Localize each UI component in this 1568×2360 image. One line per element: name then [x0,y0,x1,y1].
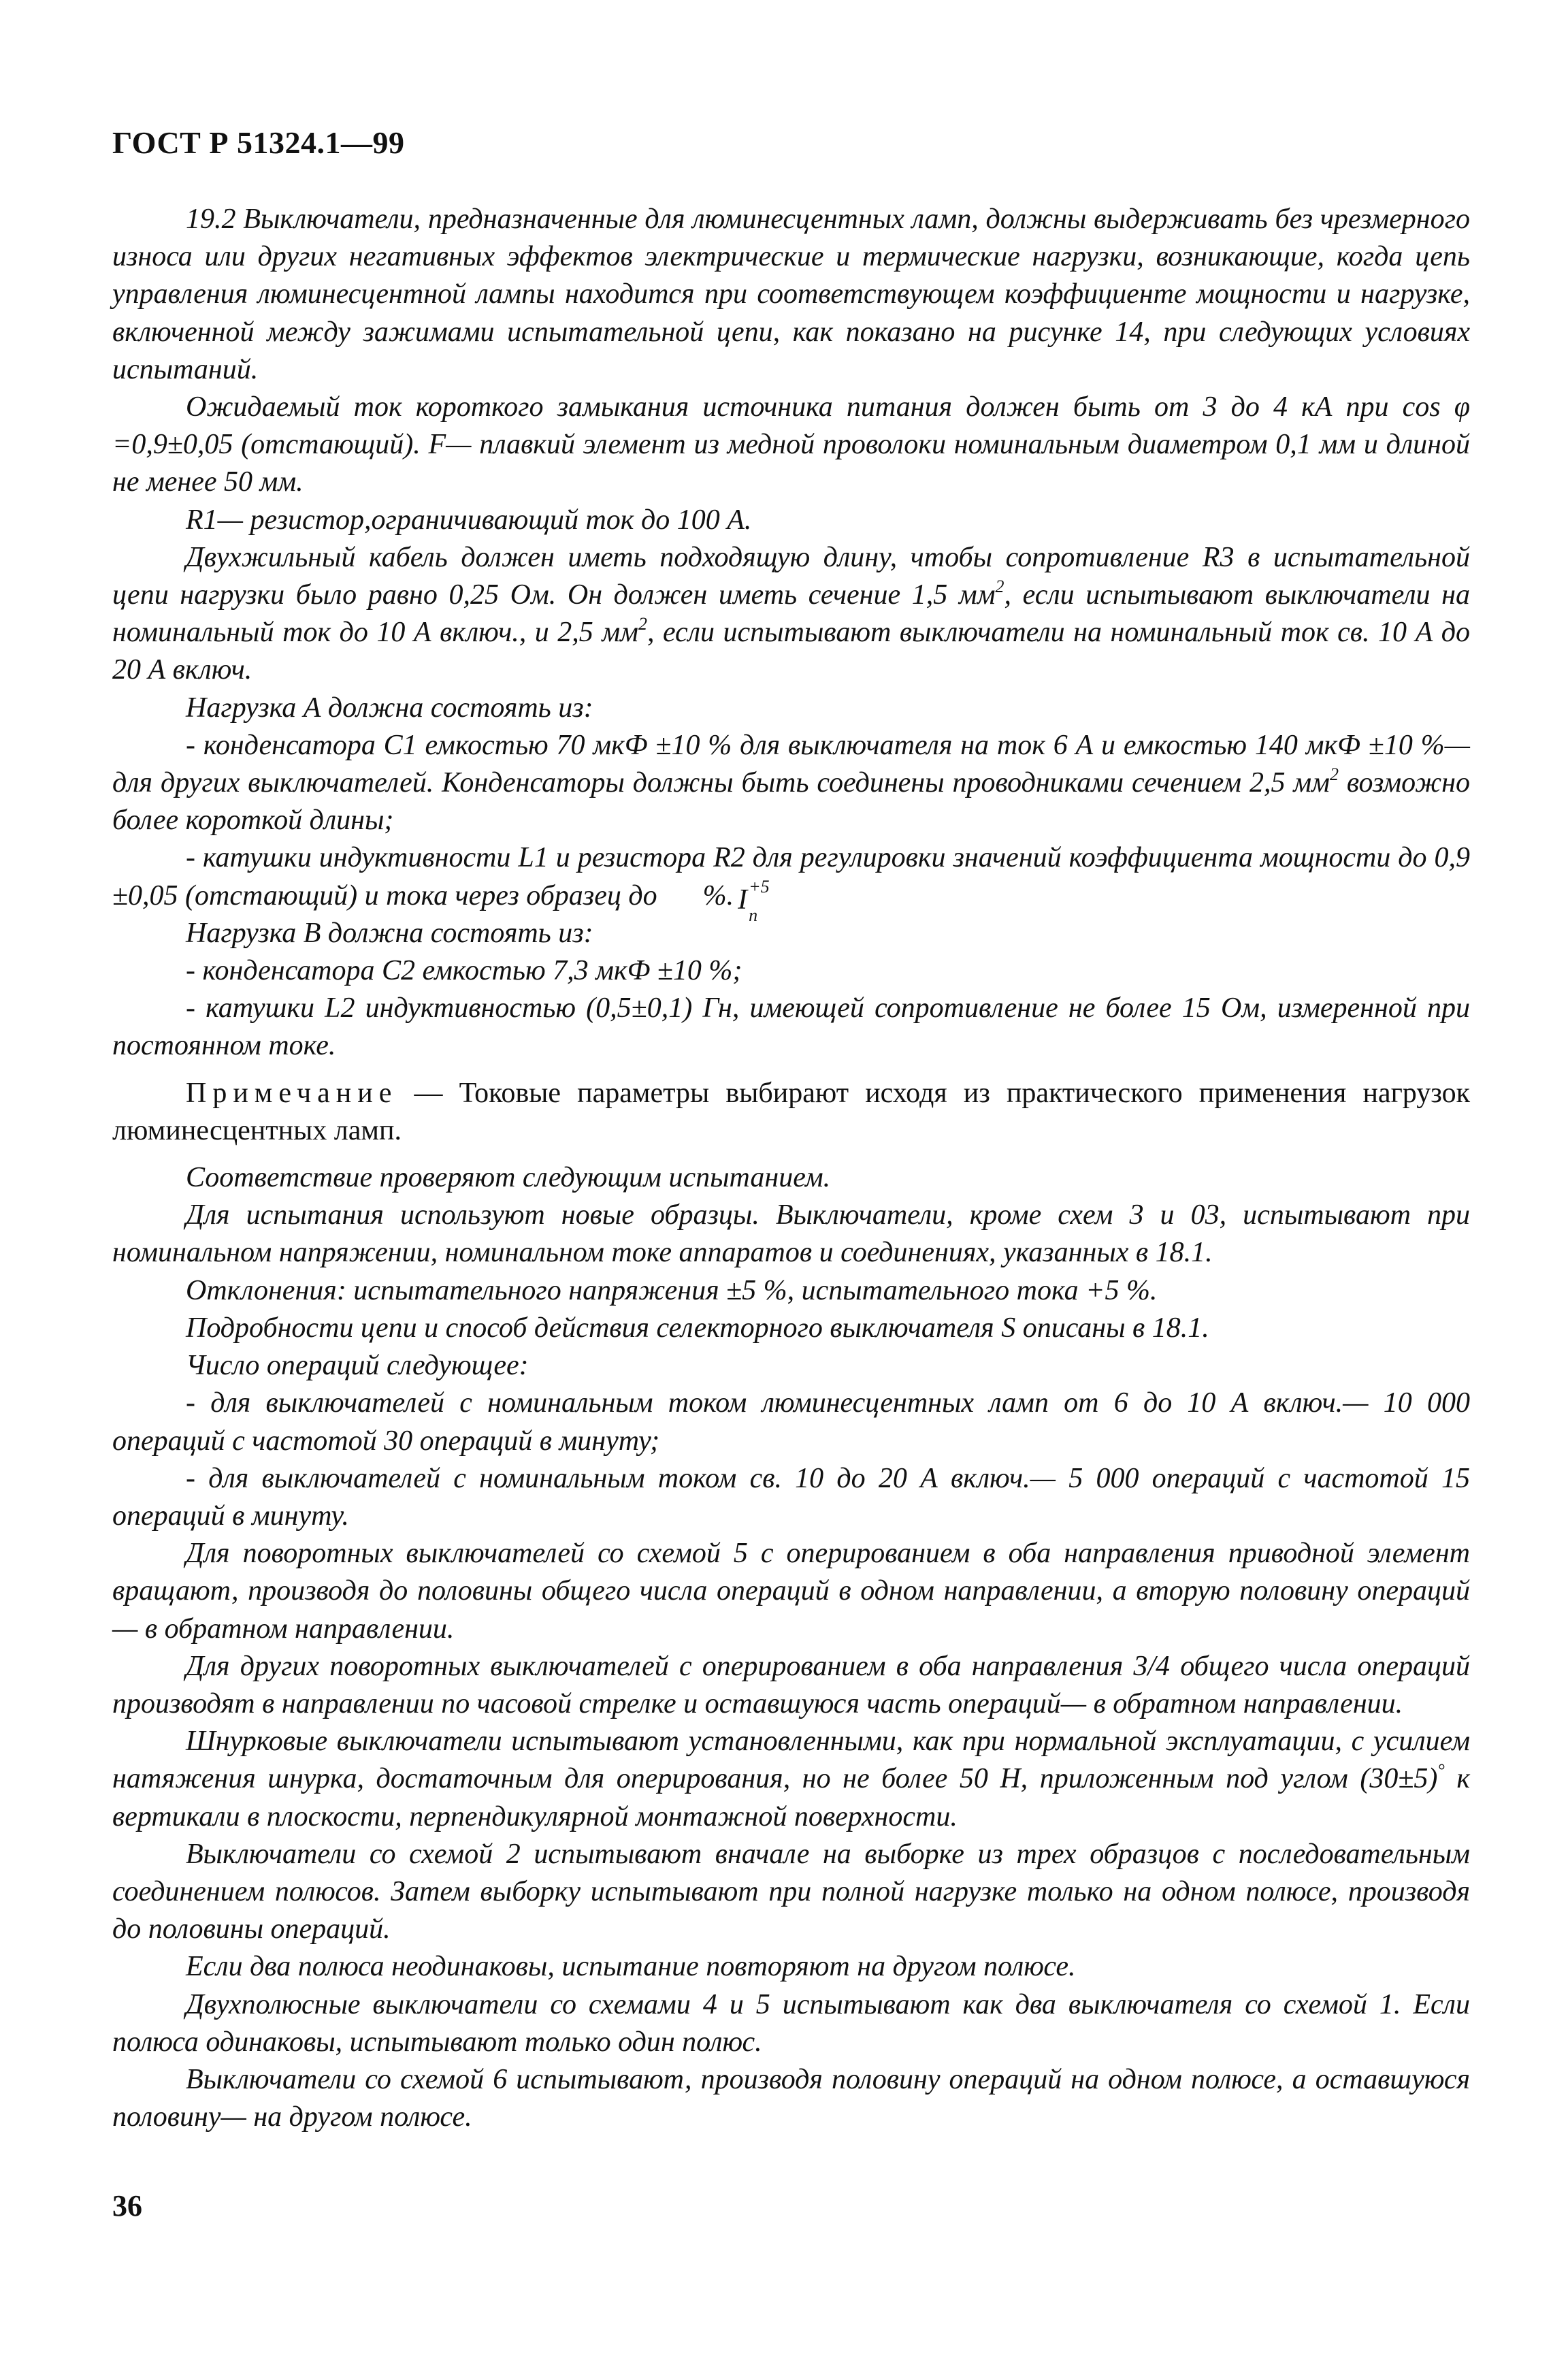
paragraph-double-pole: Двухполюсные выключатели со схемами 4 и 5 испытывают как два выключателя со схемой 1. Если полюса одинаковы, испытывают только один полюс. [112,1988,1470,2058]
paragraph-operations-10-20a: - для выключателей с номинальным током св. 10 до 20 А включ.— 5 000 операций с частотой 15 операций в минуту. [112,1462,1470,1532]
cord-text-1: Шнурковые выключатели испытывают установленными, как при нормальной эксплуатации, с усилием натяжения шнурка, достаточным для оперирования, но не более 50 Н, приложенным под углом (30±5) [112,1726,1470,1795]
paragraph-capacitor-c2: - конденсатора С2 емкостью 7,3 мкФ ±10 %; [186,955,742,987]
cable-text-2: , если испытывают выключатели на номинальный ток до 10 А включ., и 2,5 мм [112,579,1470,649]
paragraph-load-b-title: Нагрузка В должна состоять из: [186,917,593,949]
paragraph-inductor-l2: - катушки L2 индуктивностью (0,5±0,1) Гн, имеющей сопротивление не более 15 Ом, измеренной при постоянном токе. [112,992,1470,1062]
paragraph-operations-6-10a: - для выключателей с номинальным током люминесцентных ламп от 6 до 10 А включ.— 10 000 операций с частотой 30 операций в минуту; [112,1387,1470,1457]
superscript-2: 2 [638,614,647,634]
paragraph-poles-unequal: Если два полюса неодинаковы, испытание повторяют на другом полюсе. [186,1951,1076,1983]
degree-sign: ° [1437,1760,1445,1781]
note [112,1075,1470,1150]
paragraph-short-circuit-current: Ожидаемый ток короткого замыкания источника питания должен быть от 3 до 4 кА при cos φ =0,9±0,05 (отстающий). F— плавкий элемент из медной проволоки номинальным диаметром 0,1 мм и длиной не менее 50 мм. [112,391,1470,498]
current-formula [664,876,770,925]
page-number: 36 [112,2189,142,2222]
inductor-l1-text-1: - катушки индуктивности L1 и резистора R2 для регулировки значений коэффициента мощности до 0,9 ±0,05 (отстающий) и тока через образец до [112,842,1470,911]
paragraph-rotary-scheme-5: Для поворотных выключателей со схемой 5 с оперированием в оба направления приводной элемент вращают, производя до половины общего числа операций в одном направлении, а вторую половину операций — в обратном направлении. [112,1538,1470,1645]
note-label: Примечание [186,1077,398,1109]
cord-text-2: к вертикали в плоскости, перпендикулярной монтажной поверхности. [112,1763,1470,1832]
paragraph-resistor-r1: R1— резистор,ограничивающий ток до 100 А. [186,504,752,536]
superscript-2: 2 [1329,764,1339,785]
paragraph-selector-switch: Подробности цепи и способ действия селекторного выключателя S описаны в 18.1. [186,1312,1209,1344]
document-body [112,201,1470,2136]
paragraph-inductor-l1 [112,839,1470,925]
paragraph-scheme-6: Выключатели со схемой 6 испытывают, производя половину операций на одном полюсе, а оставшуюся половину— на другом полюсе. [112,2063,1470,2133]
capacitor-c1-text-1: - конденсатора С1 емкостью 70 мкФ ±10 % для выключателя на ток 6 А и емкостью 140 мкФ ±10 %— для других выключателей. Конденсаторы должны быть соединены проводниками сечением 2,5 мм [112,729,1470,799]
paragraph-19-2: 19.2 Выключатели, предназначенные для люминесцентных ламп, должны выдерживать без чрезмерного износа или других негативных эффектов электрические и термические нагрузки, возникающие, когда цепь управления люминесцентной лампы находится при соответствующем коэффициенте мощности и нагрузке, включенной между зажимами испытательной цепи, как показано на рисунке 14, при следующих условиях испытаний. [112,204,1470,385]
paragraph-rotary-other: Для других поворотных выключателей с оперированием в оба направления 3/4 общего числа операций производят в направлении по часовой стрелке и оставшуюся часть операций— в обратном направлении. [112,1650,1470,1719]
current-subscript: n [749,905,758,925]
standard-code-header: ГОСТ Р 51324.1—99 [112,125,405,160]
paragraph-operations-count: Число операций следующее: [186,1350,529,1382]
cable-text-3: , если испытывают выключатели на номинальный ток св. 10 А до 20 А включ. [112,617,1471,686]
paragraph-cord-switches [112,1723,1470,1836]
cable-text-1: Двухжильный кабель должен иметь подходящую длину, чтобы сопротивление R3 в испытательной цепи нагрузки было равно 0,25 Ом. Он должен иметь сечение 1,5 мм [112,541,1470,611]
paragraph-cable [112,539,1470,690]
paragraph-scheme-2: Выключатели со схемой 2 испытывают вначале на выборке из трех образцов с последовательным соединением полюсов. Затем выборку испытывают при полной нагрузке только на одном полюсе, производя до половины операций. [112,1838,1470,1945]
superscript-2: 2 [995,577,1004,597]
inductor-l1-text-2: %. [696,879,734,911]
paragraph-new-samples: Для испытания используют новые образцы. Выключатели, кроме схем 3 и 03, испытывают при номинальном напряжении, номинальном токе аппаратов и соединениях, указанных в 18.1. [112,1199,1470,1269]
paragraph-load-a-title: Нагрузка А должна состоять из: [186,692,593,724]
current-tolerance: +5 [749,876,770,896]
note-text: — Токовые параметры выбирают исходя из практического применения нагрузок люминесцентных ламп. [112,1077,1470,1146]
paragraph-capacitor-c1 [112,727,1470,840]
capacitor-c1-text-2: возможно более короткой длины; [112,767,1471,837]
paragraph-compliance: Соответствие проверяют следующим испытанием. [186,1162,831,1194]
current-symbol: I [738,884,748,916]
paragraph-deviations: Отклонения: испытательного напряжения ±5 %, испытательного тока +5 %. [186,1274,1158,1306]
